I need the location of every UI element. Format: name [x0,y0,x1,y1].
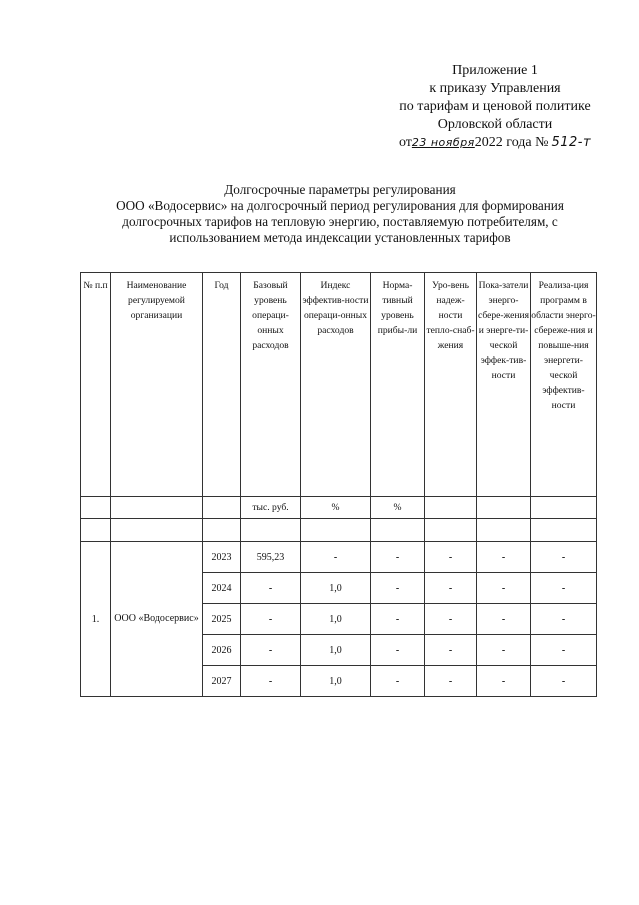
title-line-1: Долгосрочные параметры регулирования [224,182,456,197]
document-title [60,182,620,246]
energy-indicators-cell: - [477,635,531,666]
unit-efficiency-index: % [301,497,371,519]
header-organization: Наименование регулируемой организации [111,273,203,497]
title-line-4: использованием метода индексации установленных тарифов [169,230,511,245]
header-profit-level: Норма-тивный уровень прибы-ли [371,273,425,497]
reliability-cell: - [425,542,477,573]
year-cell: 2023 [203,542,241,573]
title-line-2: ООО «Водосервис» на долгосрочный период регулирования для формирования [116,198,564,213]
header-reliability: Уро-вень надеж-ности тепло-снаб-жения [425,273,477,497]
base-costs-cell: - [241,635,301,666]
energy-indicators-cell: - [477,542,531,573]
base-costs-cell: - [241,666,301,697]
table-header-row [81,273,597,497]
energy-indicators-cell: - [477,666,531,697]
reliability-cell: - [425,604,477,635]
header-energy-indicators: Пока-затели энерго-сбере-жения и энерге-ти-ческой эффек-тив-ности [477,273,531,497]
order-number-handwritten: 512-т [551,135,592,150]
year-cell: 2025 [203,604,241,635]
efficiency-index-cell: 1,0 [301,604,371,635]
year-cell: 2027 [203,666,241,697]
reliability-cell: - [425,635,477,666]
profit-level-cell: - [371,542,425,573]
profit-level-cell: - [371,604,425,635]
profit-level-cell: - [371,666,425,697]
efficiency-index-cell: 1,0 [301,573,371,604]
year-cell: 2024 [203,573,241,604]
profit-level-cell: - [371,573,425,604]
appendix-region: Орловской области [437,117,553,132]
header-base-costs: Базовый уровень операци-онных расходов [241,273,301,497]
base-costs-cell: 595,23 [241,542,301,573]
energy-indicators-cell: - [477,604,531,635]
unit-profit-level: % [371,497,425,519]
unit-base-costs: тыс. руб. [241,497,301,519]
table-spacer-row [81,519,597,542]
order-prefix: от [398,135,412,150]
energy-program-cell: - [531,666,597,697]
header-energy-program: Реализа-ция программ в области энерго-сбереже-ния и повыше-ния энергети-ческой эффектив-ности [531,273,597,497]
order-date-line [360,134,630,152]
energy-indicators-cell: - [477,573,531,604]
table-row [81,542,597,573]
base-costs-cell: - [241,573,301,604]
order-date-handwritten: 23 ноября [411,136,475,149]
organization-name: ООО «Водосервис» [111,542,203,697]
order-suffix: 2022 года № [474,135,549,150]
energy-program-cell: - [531,573,597,604]
appendix-department: по тарифам и ценовой политике [399,99,591,114]
parameters-table [80,272,597,697]
efficiency-index-cell: 1,0 [301,635,371,666]
appendix-title: Приложение 1 [452,63,538,78]
profit-level-cell: - [371,635,425,666]
base-costs-cell: - [241,604,301,635]
header-year: Год [203,273,241,497]
year-cell: 2026 [203,635,241,666]
energy-program-cell: - [531,604,597,635]
appendix-block [360,62,630,152]
energy-program-cell: - [531,635,597,666]
efficiency-index-cell: - [301,542,371,573]
row-number: 1. [81,542,111,697]
energy-program-cell: - [531,542,597,573]
appendix-order-ref: к приказу Управления [429,81,561,96]
efficiency-index-cell: 1,0 [301,666,371,697]
header-efficiency-index: Индекс эффектив-ности операци-онных расходов [301,273,371,497]
header-number: № п.п [81,273,111,497]
reliability-cell: - [425,573,477,604]
reliability-cell: - [425,666,477,697]
title-line-3: долгосрочных тарифов на тепловую энергию, поставляемую потребителям, с [122,214,558,229]
table-units-row [81,497,597,519]
